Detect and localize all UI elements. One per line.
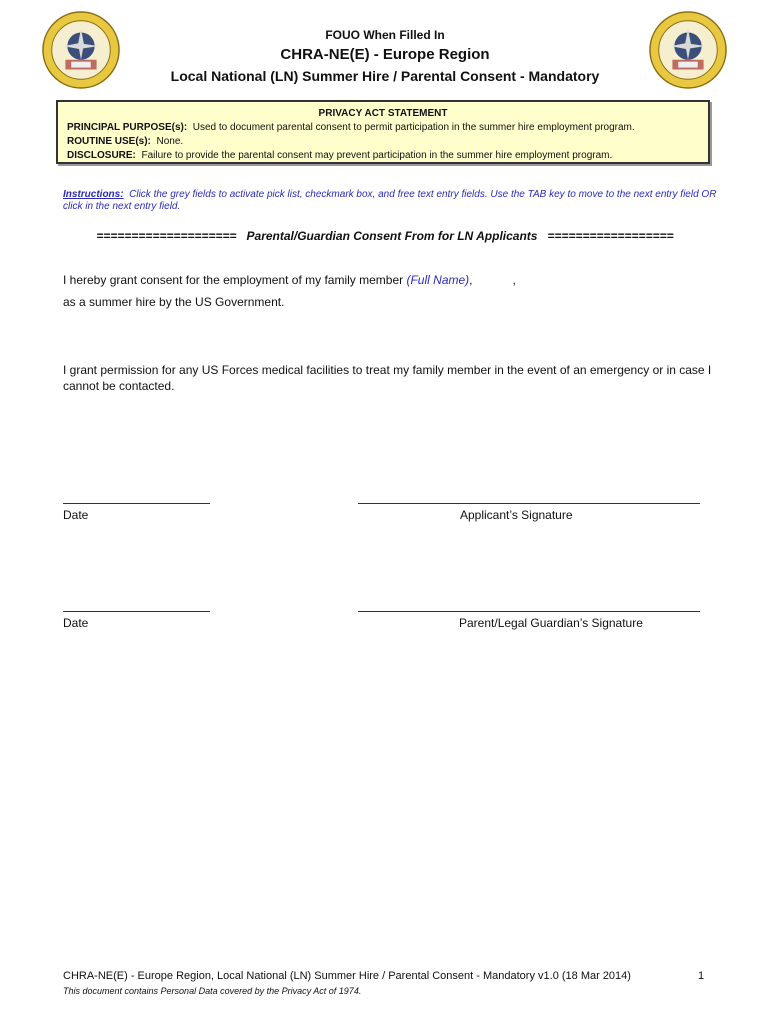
guardian-signature-line[interactable] bbox=[358, 611, 700, 612]
consent-prefix: I hereby grant consent for the employment of my family member bbox=[63, 273, 407, 287]
routine-use-text: None. bbox=[156, 136, 184, 147]
applicant-date-line[interactable] bbox=[63, 503, 210, 504]
disclosure-text: Failure to provide the parental consent may prevent participation in the summer hire employment program. bbox=[141, 150, 613, 161]
guardian-date-line[interactable] bbox=[63, 611, 210, 612]
principal-purpose-text: Used to document parental consent to permit participation in the summer hire employment program. bbox=[192, 122, 635, 133]
privacy-act-statement bbox=[56, 100, 710, 164]
instructions-label: Instructions: bbox=[63, 189, 124, 200]
privacy-heading: PRIVACY ACT STATEMENT bbox=[318, 108, 448, 119]
instructions bbox=[63, 189, 723, 213]
guardian-date-label: Date bbox=[63, 616, 89, 630]
full-name-field[interactable]: (Full Name) bbox=[406, 273, 470, 287]
guardian-signature-label: Parent/Legal Guardian’s Signature bbox=[459, 616, 643, 630]
principal-purpose bbox=[67, 121, 699, 135]
consent-suffix: , , bbox=[469, 273, 516, 287]
section-heading: ==================== Parental/Guardian Consent From for LN Applicants ================== bbox=[96, 229, 674, 243]
routine-use bbox=[67, 135, 699, 149]
footer-doc-id: CHRA-NE(E) - Europe Region, Local National (LN) Summer Hire / Parental Consent - Mandatory v1.0 (18 Mar 2014) bbox=[63, 970, 631, 982]
fouo-marking: FOUO When Filled In bbox=[325, 28, 445, 42]
instructions-text: Click the grey fields to activate pick list, checkmark box, and free text entry fields. Use the TAB key to move to the next entry field OR click in the next entry field. bbox=[63, 189, 717, 212]
page-subtitle: Local National (LN) Summer Hire / Parental Consent - Mandatory bbox=[170, 68, 600, 84]
consent-line-1 bbox=[63, 272, 713, 288]
page-number: 1 bbox=[698, 970, 705, 982]
routine-use-label: ROUTINE USE(s): bbox=[67, 136, 151, 147]
principal-purpose-label: PRINCIPAL PURPOSE(s): bbox=[67, 122, 188, 133]
disclosure-label: DISCLOSURE: bbox=[67, 150, 136, 161]
disclosure bbox=[67, 149, 699, 163]
footer-privacy-notice: This document contains Personal Data covered by the Privacy Act of 1974. bbox=[63, 986, 362, 996]
applicant-date-label: Date bbox=[63, 508, 89, 522]
consent-line-2: as a summer hire by the US Government. bbox=[63, 295, 285, 309]
page-title: CHRA-NE(E) - Europe Region bbox=[280, 46, 490, 63]
applicant-signature-label: Applicant’s Signature bbox=[460, 508, 573, 522]
medical-permission: I grant permission for any US Forces medical facilities to treat my family member in the event of an emergency or in case I cannot be contacted. bbox=[63, 363, 712, 393]
applicant-signature-line[interactable] bbox=[358, 503, 700, 504]
